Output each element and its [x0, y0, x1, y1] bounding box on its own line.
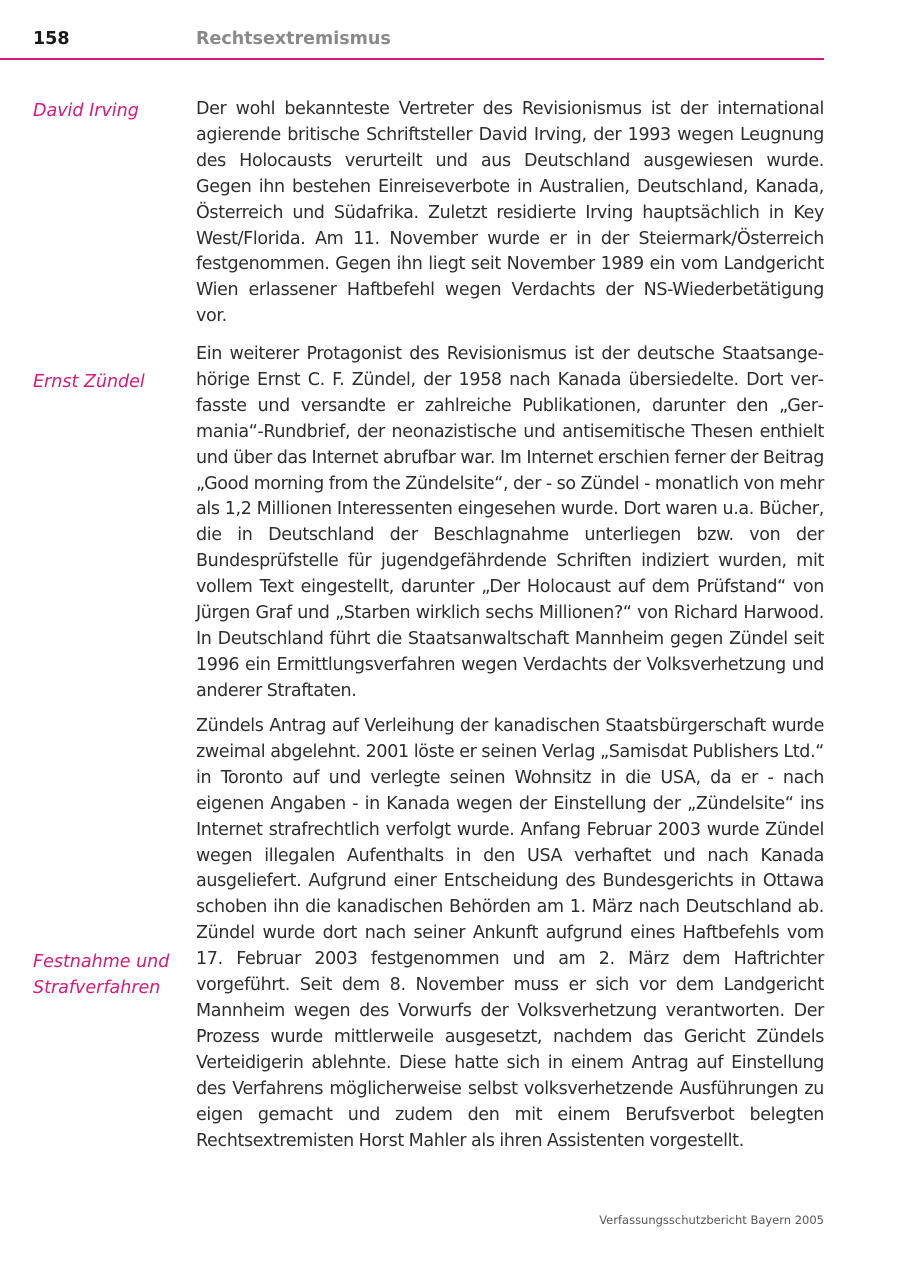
margin-note-festnahme — [33, 949, 169, 1001]
paragraph-david-irving: Der wohl bekannteste Vertreter des Revisionismus ist der international agierende britische Schriftsteller David Irving, der 1993 wegen Leugnung des Holocausts verurteilt und aus Deutschland ausgewiesen wurde. Gegen ihn bestehen Einreiseverbote in Australien, Deutschland, Kanada, Österreich und Südafrika. Zuletzt residierte Irving hauptsächlich in Key West/Florida. Am 11. November wurde er in der Steiermark/Österreich festgenommen. Gegen ihn liegt seit November 1989 ein vom Landgericht Wien erlassener Haftbefehl wegen Verdachts der NS-Wiederbetätigung vor. — [196, 99, 824, 327]
margin-note-ernst-zuendel: Ernst Zündel — [33, 372, 145, 392]
page-header — [0, 0, 824, 60]
page-footer: Verfassungsschutzbericht Bayern 2005 — [599, 1213, 824, 1227]
page-number: 158 — [33, 29, 70, 49]
margin-note-festnahme-line2: Strafverfahren — [33, 978, 161, 998]
section-title: Rechtsextremismus — [196, 29, 391, 49]
margin-note-david-irving: David Irving — [33, 101, 139, 121]
margin-note-festnahme-line1: Festnahme und — [33, 952, 170, 972]
paragraph-ernst-zuendel: Ein weiterer Protagonist des Revisionismus ist der deutsche Staatsangehörige Ernst C. F. Zündel, der 1958 nach Kanada übersiedelte. Dort verfasste und versandte er zahlreiche Publikationen, darunter den „Germania“-Rundbrief, der neonazistische und antisemitische Thesen enthielt und über das Internet abrufbar war. Im Internet erschien ferner der Beitrag „Good morning from the Zündelsite“, der - so Zündel - monatlich von mehr als 1,2 Millionen Interessenten eingesehen wurde. Dort waren u.a. Bücher, die in Deutschland der Beschlagnahme unterliegen bzw. von der Bundesprüfstelle für jugendgefährdende Schriften indiziert wurden, mit vollem Text eingestellt, darunter „Der Holocaust auf dem Prüfstand“ von Jürgen Graf und „Starben wirklich sechs Millionen?“ von Richard Harwood. In Deutschland führt die Staatsanwaltschaft Mannheim gegen Zündel seit 1996 ein Ermittlungsverfahren wegen Verdachts der Volksverhetzung und anderer Straftaten. — [196, 344, 824, 701]
paragraph-festnahme: Zündels Antrag auf Verleihung der kanadischen Staatsbürgerschaft wurde zweimal abgelehnt. 2001 löste er seinen Verlag „Samisdat Publishers Ltd.“ in Toronto auf und verlegte seinen Wohnsitz in die USA, da er - nach eigenen Angaben - in Kanada wegen der Einstellung der „Zündelsite“ ins Internet strafrechtlich verfolgt wurde. Anfang Februar 2003 wurde Zündel wegen illegalen Aufenthalts in den USA verhaftet und nach Kanada ausgeliefert. Aufgrund einer Entscheidung des Bundesgerichts in Ottawa schoben ihn die kanadischen Behörden am 1. März nach Deutschland ab. Zündel wurde dort nach seiner Ankunft aufgrund eines Haftbefehls vom 17. Februar 2003 festgenommen und am 2. März dem Haftrichter vorgeführt. Seit dem 8. November muss er sich vor dem Landgericht Mannheim wegen des Vorwurfs der Volksverhetzung verantworten. Der Prozess wurde mittlerweile ausgesetzt, nachdem das Gericht Zündels Verteidigerin ablehnte. Diese hatte sich in einem Antrag auf Einstellung des Verfahrens möglicherweise selbst volksverhetzende Ausführungen zu eigen gemacht und zudem den mit einem Berufsverbot belegten Rechtsextremisten Horst Mahler als ihren Assistenten vorgestellt. — [196, 716, 824, 1151]
